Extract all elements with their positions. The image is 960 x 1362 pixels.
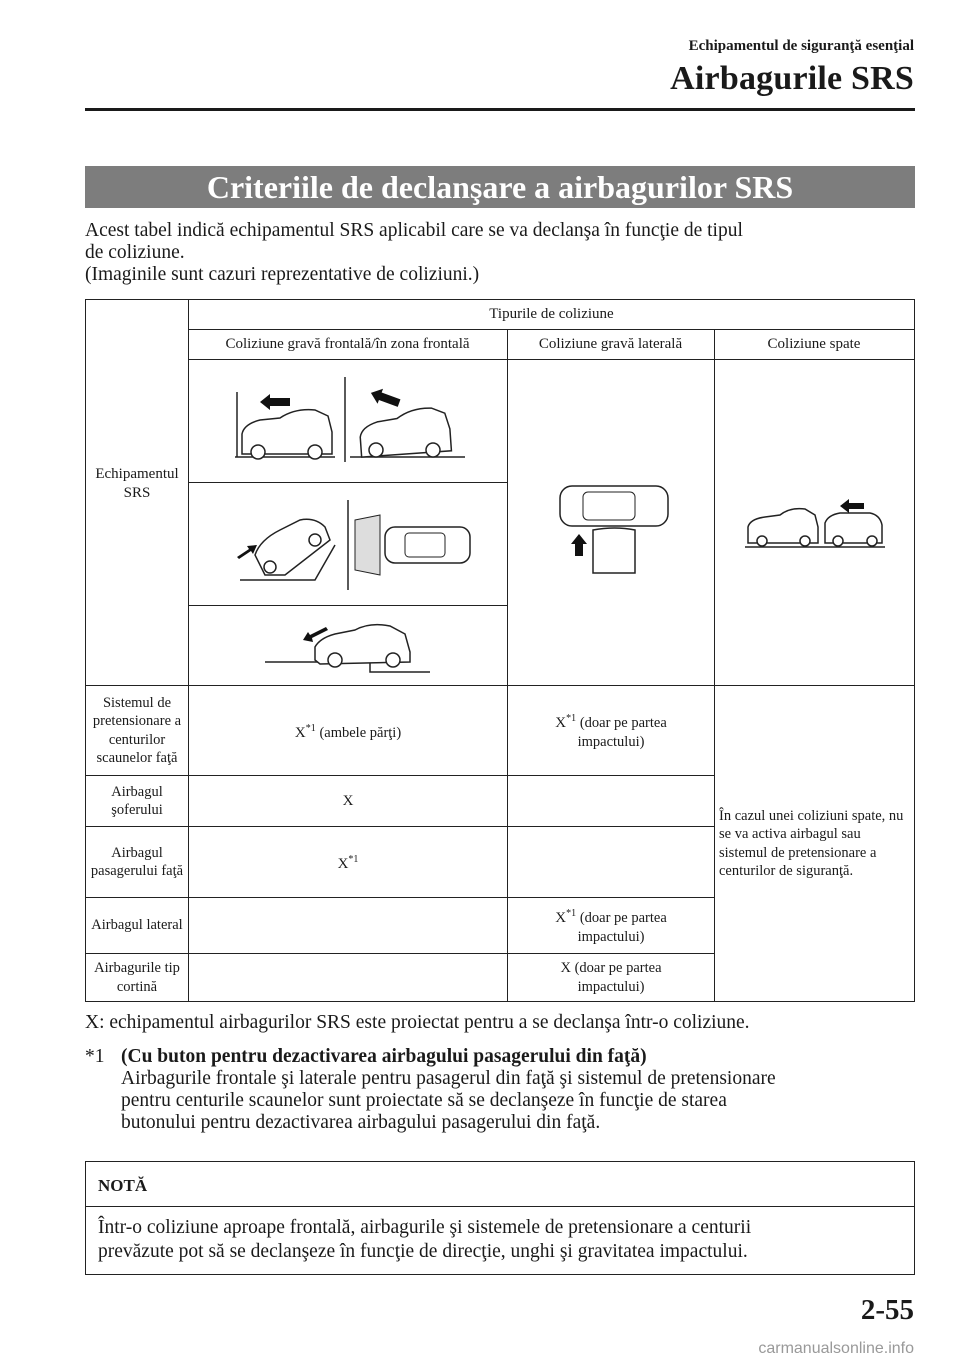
collision-types-header: Tipurile de coliziune bbox=[489, 305, 614, 322]
row-label-driver-airbag: Airbagul şoferului bbox=[111, 783, 163, 818]
table-hline-img1 bbox=[188, 482, 508, 483]
illustration-frontal-collision bbox=[220, 372, 480, 472]
footnote-line-2: pentru centurile scaunelor sunt proiectate să se declanşeze în funcţie de starea bbox=[121, 1090, 727, 1111]
note-title: NOTĂ bbox=[98, 1176, 148, 1195]
page-title: Airbagurile SRS bbox=[670, 60, 914, 97]
footnote-line-1: Airbagurile frontale şi laterale pentru pasagerul din faţă şi sistemul de pretensionare bbox=[121, 1068, 776, 1089]
table-border-right bbox=[914, 299, 915, 1002]
note-text bbox=[98, 1216, 908, 1264]
intro-line-3: (Imaginile sunt cazuri reprezentative de coliziuni.) bbox=[85, 264, 480, 285]
note-box bbox=[85, 1161, 915, 1275]
note-divider bbox=[86, 1206, 914, 1207]
pretensioner-frontal-value: $X^{*1}$ (ambele părţi) bbox=[294, 722, 402, 741]
footnote-title: (Cu buton pentru dezactivarea airbagului pasagerului din faţă) bbox=[121, 1046, 647, 1067]
side-airbag-side-value: $X^{*1}$ (doar pe partea impactului) bbox=[555, 908, 667, 945]
col-header-side: Coliziune gravă laterală bbox=[538, 335, 683, 352]
intro-line-1: Acest tabel indică echipamentul SRS aplicabil care se va declanşa în funcţie de tipul bbox=[85, 220, 743, 241]
row-label-passenger-airbag: Airbagul pasagerului faţă bbox=[90, 844, 184, 879]
illustration-offset-collision bbox=[225, 495, 480, 595]
intro-line-2: de coliziune. bbox=[85, 242, 185, 263]
rear-collision-note: În cazul unei coliziuni spate, nu se va activa airbagul sau sistemul de pretensionare a centurilor de siguranţă. bbox=[719, 807, 904, 879]
legend-text: X: echipamentul airbagurilor SRS este proiectat pentru a se declanşa într-o coliziune. bbox=[85, 1012, 750, 1033]
note-line-1: Într-o coliziune aproape frontală, airbagurile şi sistemele de pretensionare a centurii bbox=[98, 1217, 752, 1238]
side-collision-icon bbox=[555, 478, 670, 578]
pretensioner-side-value: $X^{*1}$ (doar pe partea impactului) bbox=[555, 713, 667, 750]
driver-airbag-frontal-value: X bbox=[342, 792, 354, 809]
table-hline-img2 bbox=[188, 605, 508, 606]
page-number: 2-55 bbox=[860, 1294, 914, 1326]
intro-paragraph bbox=[85, 220, 905, 286]
illustration-rear-collision bbox=[740, 495, 890, 555]
row-label-side-airbag: Airbagul lateral bbox=[91, 917, 183, 934]
illustration-side-collision bbox=[555, 478, 670, 578]
offset-collision-icon bbox=[225, 495, 480, 595]
rear-collision-icon bbox=[740, 495, 890, 555]
note-line-2: prevăzute pot să se declanşeze în funcţie de direcţie, unghi şi gravitatea impactului. bbox=[98, 1241, 748, 1262]
section-banner bbox=[85, 166, 915, 208]
watermark: carmanualsonline.info bbox=[758, 1340, 914, 1357]
col-header-rear: Coliziune spate bbox=[767, 335, 861, 352]
frontal-collision-icon bbox=[220, 372, 480, 472]
header-rule bbox=[85, 108, 915, 111]
col-header-frontal: Coliziune gravă frontală/în zona frontală bbox=[225, 335, 470, 352]
passenger-airbag-frontal-value: $X^{*1}$ bbox=[337, 854, 359, 872]
footnote-line-3: butonului pentru dezactivarea airbagului pasagerului din faţă. bbox=[121, 1112, 601, 1133]
section-label: Echipamentul de siguranţă esenţial bbox=[688, 38, 914, 54]
row-label-curtain-airbag: Airbagurile tip cortină bbox=[94, 960, 180, 995]
table-border-bottom bbox=[85, 1001, 915, 1002]
underride-collision-icon bbox=[260, 612, 440, 678]
illustration-underride-collision bbox=[260, 612, 440, 678]
curtain-airbag-side-value: X (doar pe partea impactului) bbox=[560, 960, 662, 995]
row-label-pretensioner: Sistemul de pretensionare a centurilor scaunelor faţă bbox=[92, 694, 182, 766]
section-banner-title: Criteriile de declanşare a airbagurilor SRS bbox=[206, 168, 794, 205]
footnote-marker: *1 bbox=[85, 1046, 105, 1067]
table-hline-2 bbox=[188, 359, 915, 360]
row-header-equipment: Echipamentul SRS bbox=[95, 466, 179, 501]
